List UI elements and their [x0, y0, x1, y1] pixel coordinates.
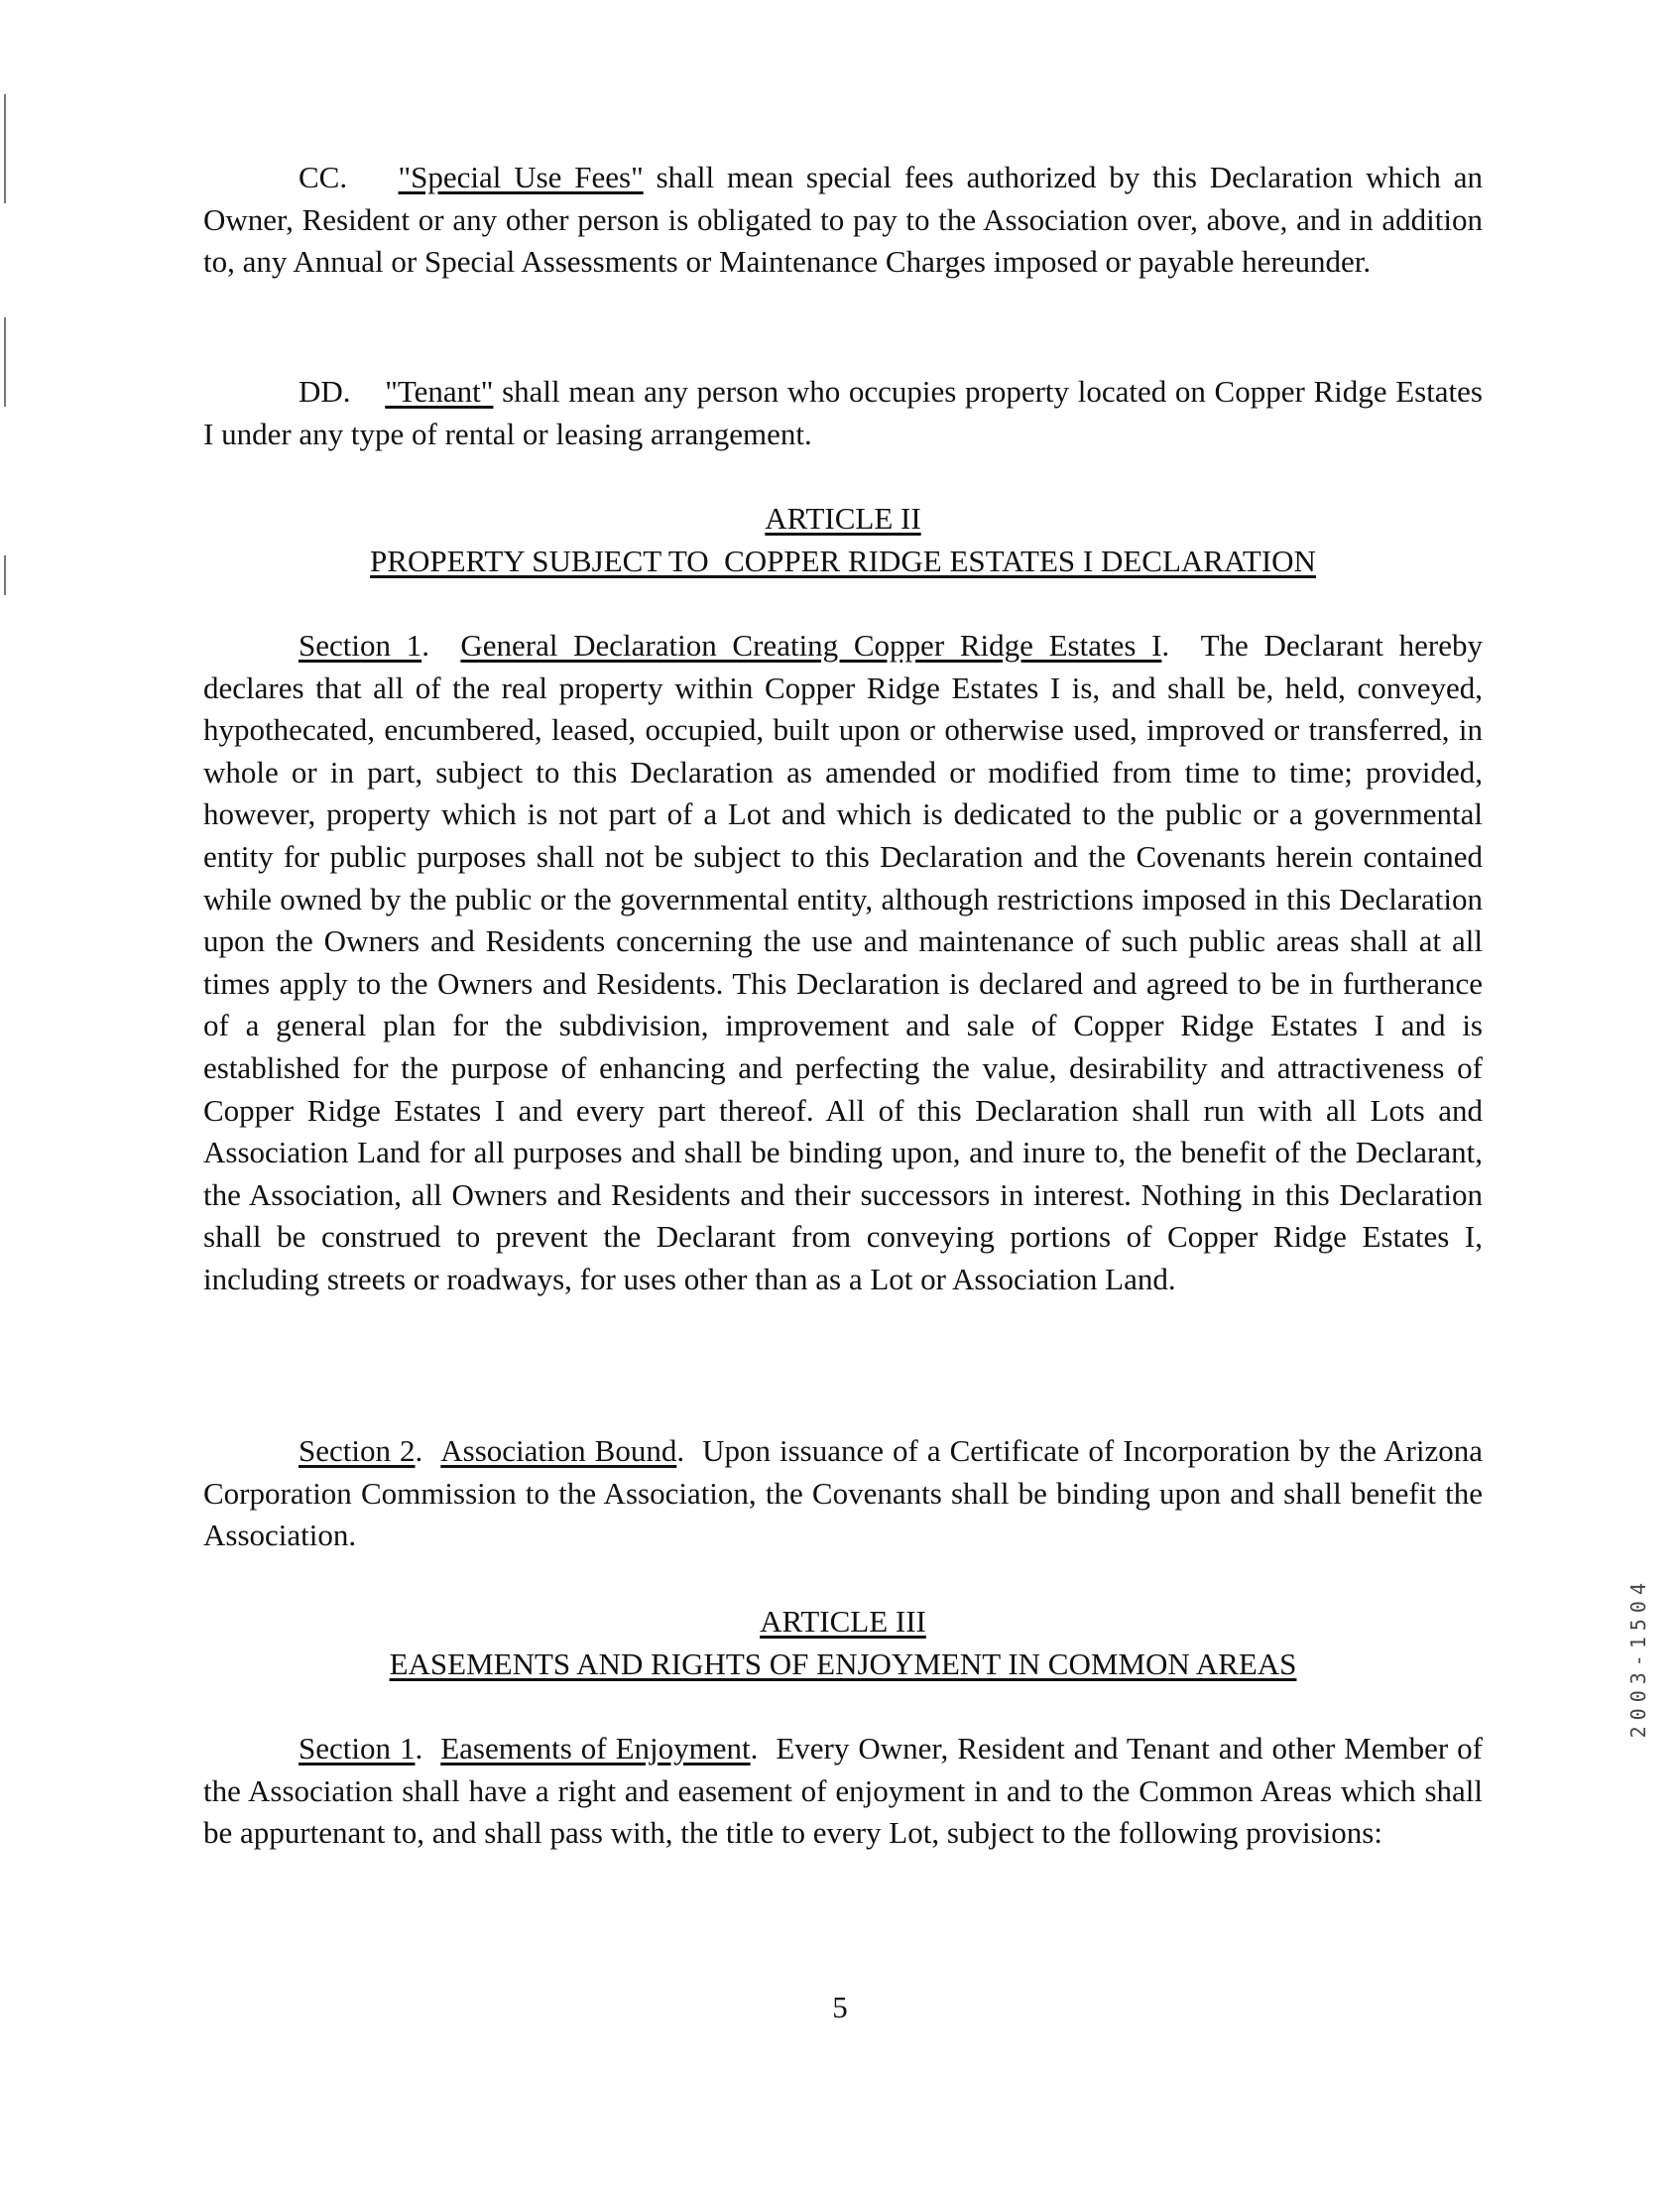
page-number: 5	[832, 1990, 848, 2024]
section-heading: Easements of Enjoyment	[440, 1731, 751, 1766]
section-body: The Declarant hereby declares that all of the real property within Copper Ridge Estates I is, and shall be, held, conveyed, hypothecated, encumbered, leased, occupied, built upon or otherwise used, improved or transferred, in whole or in part, subject to this Declaration as amended or modified from time to time; provided, however, property which is not part of a Lot and which is dedicated to the public or a governmental entity for public purposes shall not be subject to this Declaration and the Covenants herein contained while owned by the public or the governmental entity, although restrictions imposed in this Declaration upon the Owners and Residents concerning the use and maintenance of such public areas shall at all times apply to the Owners and Residents. This Declaration is declared and agreed to be in furtherance of a general plan for the subdivision, improvement and sale of Copper Ridge Estates I and is established for the purpose of enhancing and perfecting the value, desirability and attractiveness of Copper Ridge Estates I and every part thereof. All of this Declaration shall run with all Lots and Association Land for all purposes and shall be binding upon, and inure to, the benefit of the Declarant, the Association, all Owners and Residents and their successors in interest. Nothing in this Declaration shall be construed to prevent the Declarant from conveying portions of Copper Ridge Estates I, including streets or roadways, for uses other than as a Lot or Association Land.	[203, 628, 1483, 1296]
article-title: ARTICLE II	[765, 501, 921, 536]
article-2-heading	[203, 498, 1483, 582]
section-body: Upon issuance of a Certificate of Incorporation by the Arizona Corporation Commission to the Association, the Covenants shall be binding upon and shall benefit the Association.	[203, 1433, 1483, 1553]
article-subtitle: EASEMENTS AND RIGHTS OF ENJOYMENT IN COMMON AREAS	[389, 1646, 1297, 1681]
definition-dd	[203, 371, 1483, 455]
article-3-section-1: Section 1. Easements of Enjoyment. Every Owner, Resident and Tenant and other Member of the Association shall have a right and easement of enjoyment in and to the Common Areas which shall be appurtenant to, and shall pass with, the title to every Lot, subject to the following provisions:	[203, 1731, 1484, 1851]
article-2-section-2: Section 2. Association Bound. Upon issuance of a Certificate of Incorporation by the Arizona Corporation Commission to the Association, the Covenants shall be binding upon and shall benefit the Association.	[203, 1433, 1483, 1553]
scan-margin-mark	[4, 94, 6, 203]
definition-term: "Special Use Fees"	[398, 160, 644, 194]
definition-label: CC.	[299, 160, 348, 194]
section-body: Every Owner, Resident and Tenant and other Member of the Association shall have a right and easement of enjoyment in and to the Common Areas which shall be appurtenant to, and shall pass with, the title to every Lot, subject to the following provisions:	[203, 1731, 1484, 1851]
scan-margin-mark	[4, 555, 6, 595]
definition-body: shall mean special fees authorized by this Declaration which an Owner, Resident or any other person is obligated to pay to the Association over, above, and in addition to, any Annual or Special Assessments or Maintenance Charges imposed or payable hereunder.	[203, 160, 1484, 280]
article-2-section-1: Section 1. General Declaration Creating Copper Ridge Estates I. The Declarant hereby declares that all of the real property within Copper Ridge Estates I is, and shall be, held, conveyed, hypothecated, encumbered, leased, occupied, built upon or otherwise used, improved or transferred, in whole or in part, subject to this Declaration as amended or modified from time to time; provided, however, property which is not part of a Lot and which is dedicated to the public or a governmental entity for public purposes shall not be subject to this Declaration and the Covenants herein contained while owned by the public or the governmental entity, although restrictions imposed in this Declaration upon the Owners and Residents concerning the use and maintenance of such public areas shall at all times apply to the Owners and Residents. This Declaration is declared and agreed to be in furtherance of a general plan for the subdivision, improvement and sale of Copper Ridge Estates I and is established for the purpose of enhancing and perfecting the value, desirability and attractiveness of Copper Ridge Estates I and every part thereof. All of this Declaration shall run with all Lots and Association Land for all purposes and shall be binding upon, and inure to, the benefit of the Declarant, the Association, all Owners and Residents and their successors in interest. Nothing in this Declaration shall be construed to prevent the Declarant from conveying portions of Copper Ridge Estates I, including streets or roadways, for uses other than as a Lot or Association Land.	[203, 628, 1483, 1296]
recording-stamp: 2003-1504	[1626, 1577, 1650, 1739]
scan-margin-mark	[4, 317, 6, 407]
section-heading: Association Bound	[440, 1433, 677, 1468]
definition-cc	[203, 157, 1483, 284]
section-heading: General Declaration Creating Copper Ridge Estates I	[460, 628, 1162, 663]
article-title: ARTICLE III	[760, 1604, 926, 1639]
definition-label: DD.	[299, 374, 351, 409]
section-label: Section 1	[299, 1731, 416, 1766]
article-3-heading	[203, 1601, 1483, 1685]
section-label: Section 2	[299, 1433, 416, 1468]
article-subtitle: PROPERTY SUBJECT TO COPPER RIDGE ESTATES I DECLARATION	[370, 543, 1316, 578]
definition-body: shall mean any person who occupies property located on Copper Ridge Estates I under any type of rental or leasing arrangement.	[203, 374, 1483, 451]
definition-term: "Tenant"	[385, 374, 494, 409]
section-label: Section 1	[299, 628, 422, 663]
